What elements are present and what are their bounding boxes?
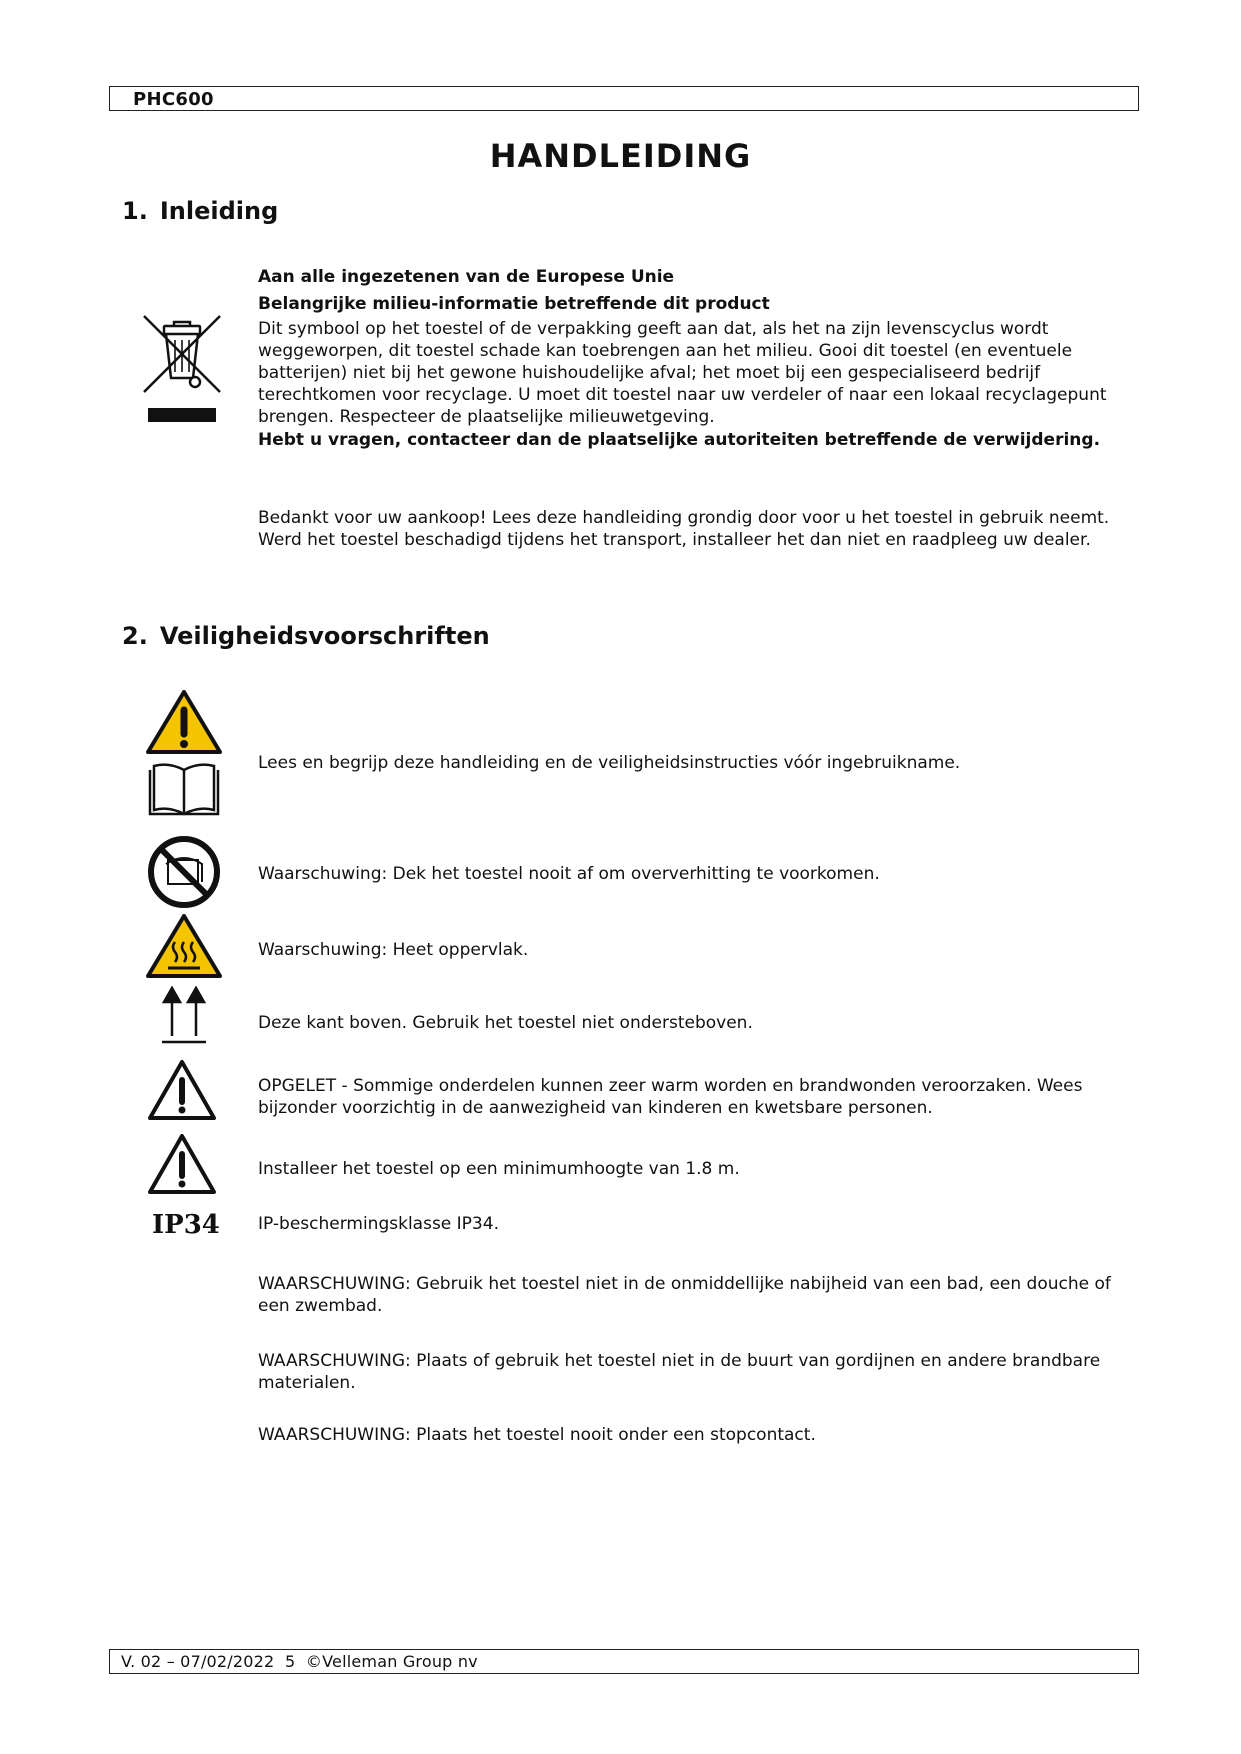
eu-body: Dit symbool op het toestel of de verpakking geeft aan dat, als het na zijn levenscyclus wordt weggeworpen, dit toestel schade kan toebrengen aan het milieu. Gooi dit toestel (en eventuele batterijen) niet bij het gewone huishoudelijke afval; het moet bij een gespecialiseerd bedrijf terechtkomen voor recyclage. U moet dit toestel naar uw verdeler of naar een lokaal recyclagepunt brengen. Respecteer de plaatselijke milieuwetgeving. xyxy=(258,319,1107,427)
section-2-title: Veiligheidsvoorschriften xyxy=(159,622,490,650)
this-side-up-icon xyxy=(160,986,208,1046)
safety-text-9: WAARSCHUWING: Plaats of gebruik het toestel niet in de buurt van gordijnen en andere brandbare materialen. xyxy=(258,1351,1101,1393)
hot-surface-icon xyxy=(144,912,224,980)
section-1-number: 1. xyxy=(122,197,148,225)
safety-text-4: Deze kant boven. Gebruik het toestel niet ondersteboven. xyxy=(258,1013,753,1033)
safety-text-5: OPGELET - Sommige onderdelen kunnen zeer warm worden en brandwonden veroorzaken. Wees bijzonder voorzichtig in de aanwezigheid van kinderen en kwetsbare personen. xyxy=(258,1076,1083,1118)
safety-text-7: IP-beschermingsklasse IP34. xyxy=(258,1214,499,1234)
model-name: PHC600 xyxy=(133,89,214,110)
do-not-cover-icon xyxy=(146,834,222,910)
safety-text-6: Installeer het toestel op een minimumhoogte van 1.8 m. xyxy=(258,1159,740,1179)
safety-text-1: Lees en begrijp deze handleiding en de veiligheidsinstructies vóór ingebruikname. xyxy=(258,753,961,773)
thanks-paragraph: Bedankt voor uw aankoop! Lees deze handleiding grondig door voor u het toestel in gebruik neemt. Werd het toestel beschadigd tijdens het transport, installeer het dan niet en raadpleeg uw dealer. xyxy=(258,508,1110,550)
eu-line-2: Belangrijke milieu-informatie betreffende dit product xyxy=(258,294,770,314)
section-1-title: Inleiding xyxy=(159,197,279,225)
safety-text-3: Waarschuwing: Heet oppervlak. xyxy=(258,940,529,960)
page-title: HANDLEIDING xyxy=(489,137,752,175)
footer-text: V. 02 – 07/02/2022 5 ©Velleman Group nv xyxy=(121,1652,478,1671)
footer-box xyxy=(109,1649,1139,1674)
weee-crossed-bin-icon xyxy=(140,312,224,428)
safety-text-2: Waarschuwing: Dek het toestel nooit af om oververhitting te voorkomen. xyxy=(258,864,880,884)
caution-icon xyxy=(146,1132,218,1198)
eu-line-1: Aan alle ingezetenen van de Europese Unie xyxy=(258,267,675,287)
header-box xyxy=(109,86,1139,111)
safety-text-10: WAARSCHUWING: Plaats het toestel nooit onder een stopcontact. xyxy=(258,1425,816,1445)
eu-questions: Hebt u vragen, contacteer dan de plaatselijke autoriteiten betreffende de verwijdering. xyxy=(258,430,1101,450)
read-manual-icon xyxy=(144,688,224,824)
caution-icon xyxy=(146,1058,218,1124)
section-2-heading xyxy=(122,622,490,650)
section-1-heading xyxy=(122,197,278,225)
safety-text-8: WAARSCHUWING: Gebruik het toestel niet in de onmiddellijke nabijheid van een bad, een douche of een zwembad. xyxy=(258,1274,1111,1316)
section-2-number: 2. xyxy=(122,622,148,650)
ip34-label: IP34 xyxy=(152,1210,220,1240)
